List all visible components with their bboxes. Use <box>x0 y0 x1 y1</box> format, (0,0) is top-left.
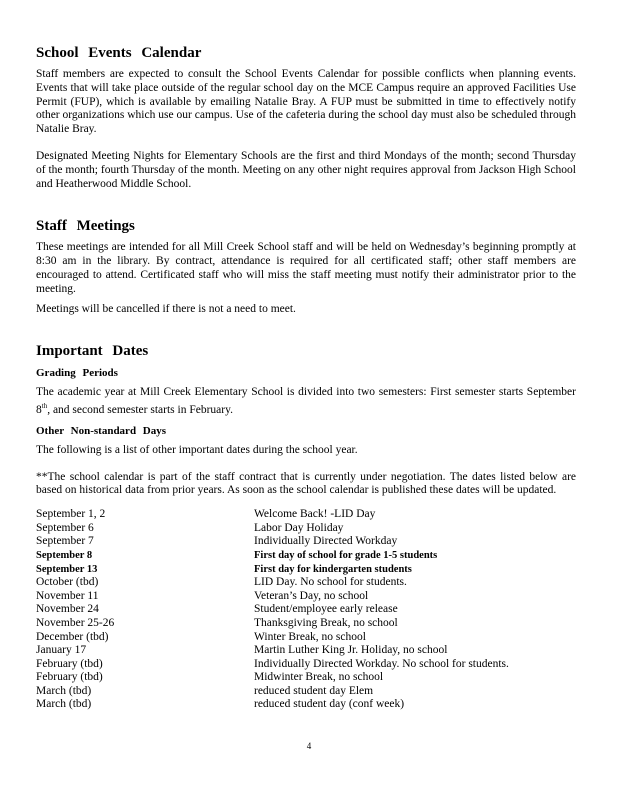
date-row <box>36 563 576 577</box>
section-title-staff-meetings: Staff Meetings <box>36 218 135 235</box>
date-cell: September 8 <box>36 549 93 561</box>
event-cell: reduced student day (conf week) <box>254 698 405 711</box>
date-row <box>36 522 576 536</box>
staff-meetings-paragraph-1: These meetings are intended for all Mill Creek School staff and will be held on Wednesday’s beginning promptly at 8:30 am in the library. By contract, attendance is required for all certificated staff; other staff members are encouraged to attend. Certificated staff who will miss the staff meeting must notify their administrator prior to the meeting. <box>36 241 576 295</box>
date-cell: September 6 <box>36 521 94 534</box>
grading-superscript: th <box>41 402 48 411</box>
date-cell: December (tbd) <box>36 630 109 643</box>
date-row <box>36 698 576 712</box>
date-row <box>36 644 576 658</box>
date-cell: January 17 <box>36 644 87 657</box>
event-cell: reduced student day Elem <box>254 684 374 697</box>
event-cell: LID Day. No school for students. <box>254 576 407 589</box>
date-row <box>36 658 576 672</box>
subheading-nonstandard-days: Other Non-standard Days <box>36 424 167 437</box>
section-title-important-dates: Important Dates <box>36 343 149 360</box>
document-page <box>36 44 576 712</box>
date-cell: March (tbd) <box>36 698 92 711</box>
event-cell: First day for kindergarten students <box>254 563 412 575</box>
event-cell: First day of school for grade 1-5 students <box>254 549 438 561</box>
event-cell: Thanksgiving Break, no school <box>254 616 398 629</box>
events-paragraph-1: Staff members are expected to consult the School Events Calendar for possible conflicts when planning events. Events that will take place outside of the regular school day on the MCE Campus require an approved Facilities Use Permit (FUP), which is available by emailing Natalie Bray. A FUP must be submitted in time to effectively notify other organizations which use our campus. Use of the cafeteria during the school day must also be scheduled through Natalie Bray. <box>36 68 576 136</box>
grading-text-a: The academic year at Mill Creek Elementary School is divided into two semesters: First semester starts September 8 <box>36 386 576 416</box>
date-cell: November 11 <box>36 589 99 602</box>
event-cell: Midwinter Break, no school <box>254 671 384 684</box>
page-number: 4 <box>306 741 312 751</box>
date-row <box>36 576 576 590</box>
date-row <box>36 590 576 604</box>
nonstandard-paragraph: The following is a list of other important dates during the school year. <box>36 443 358 456</box>
event-cell: Student/employee early release <box>254 603 398 616</box>
date-row <box>36 631 576 645</box>
date-cell: September 1, 2 <box>36 508 106 521</box>
date-cell: February (tbd) <box>36 657 103 670</box>
staff-meetings-paragraph-2: Meetings will be cancelled if there is not a need to meet. <box>36 302 296 315</box>
date-cell: October (tbd) <box>36 576 99 589</box>
date-row <box>36 603 576 617</box>
date-cell: February (tbd) <box>36 671 103 684</box>
date-cell: September 7 <box>36 535 94 548</box>
subheading-grading-periods: Grading Periods <box>36 367 118 380</box>
section-title-events: School Events Calendar <box>36 45 202 61</box>
event-cell: Welcome Back! -LID Day <box>254 508 376 521</box>
event-cell: Individually Directed Workday <box>254 535 398 548</box>
date-row <box>36 508 576 522</box>
date-cell: November 25-26 <box>36 616 115 629</box>
date-cell: March (tbd) <box>36 684 92 697</box>
grading-text-b: , and second semester starts in February. <box>47 403 233 416</box>
event-cell: Martin Luther King Jr. Holiday, no school <box>254 644 448 657</box>
event-cell: Labor Day Holiday <box>254 521 344 534</box>
date-cell: November 24 <box>36 603 99 616</box>
date-row <box>36 535 576 549</box>
event-cell: Winter Break, no school <box>254 630 366 643</box>
events-paragraph-2: Designated Meeting Nights for Elementary Schools are the first and third Mondays of the month; second Thursday of the month; fourth Thursday of the month. Meeting on any other night requires approval from Jackson High School and Heatherwood Middle School. <box>36 149 576 190</box>
date-row <box>36 671 576 685</box>
date-row <box>36 685 576 699</box>
event-cell: Veteran’s Day, no school <box>254 589 369 602</box>
event-cell: Individually Directed Workday. No school for students. <box>254 657 509 670</box>
date-row <box>36 617 576 631</box>
calendar-note-paragraph: **The school calendar is part of the staff contract that is currently under negotiation. The dates listed below are based on historical data from prior years. As soon as the school calendar is published these dates will be updated. <box>36 470 576 497</box>
date-row <box>36 549 576 563</box>
dates-list <box>36 508 576 712</box>
grading-paragraph <box>36 386 576 417</box>
date-cell: September 13 <box>36 563 98 575</box>
